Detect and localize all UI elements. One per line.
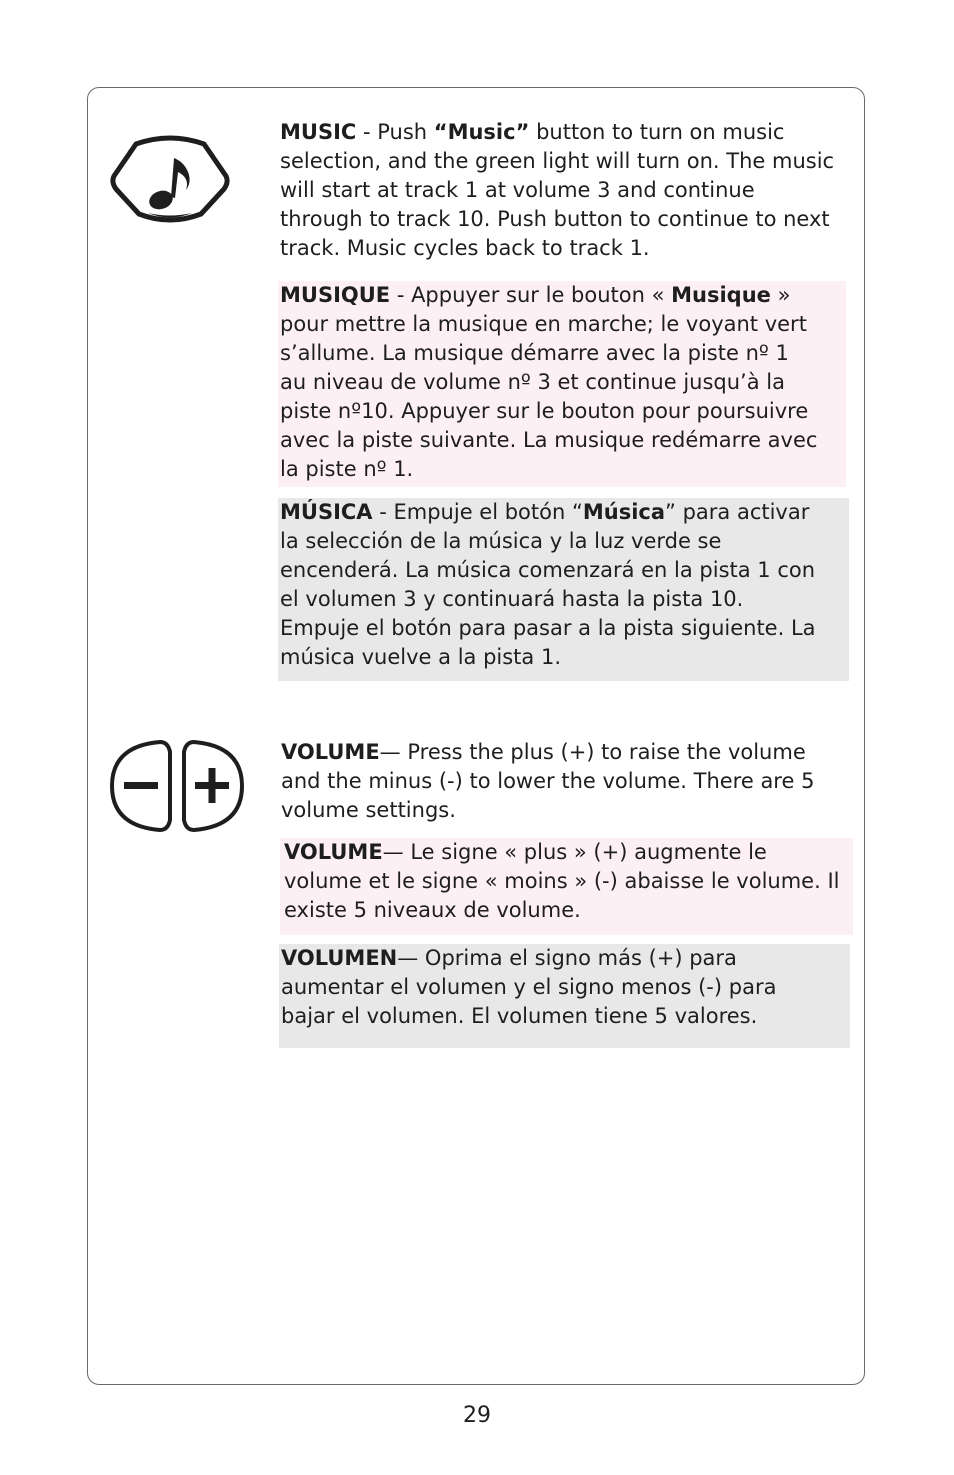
music-french-block: MUSIQUE - Appuyer sur le bouton « Musique » pour mettre la musique en marche; le voyant vert s’allume. La musique démarre avec la piste nº 1 au niveau de volume nº 3 et continue jusqu’à la piste nº10. Appuyer sur le bouton pour poursuivre avec la piste suivante. La musique redémarre avec la piste nº 1. <box>278 281 846 487</box>
volume-title-fr: VOLUME <box>284 840 383 864</box>
volume-english-block: VOLUME— Press the plus (+) to raise the volume and the minus (-) to lower the volume. There are 5 volume settings. <box>281 740 815 822</box>
music-title-fr: MUSIQUE <box>280 283 391 307</box>
volume-french-block: VOLUME— Le signe « plus » (+) augmente le volume et le signe « moins » (-) abaisse le volume. Il existe 5 niveaux de volume. <box>280 838 853 935</box>
music-english-block: MUSIC - Push “Music” button to turn on music selection, and the green light will turn on. The music will start at track 1 at volume 3 and continue through to track 10. Push button to continue to next track. Music cycles back to track 1. <box>280 120 835 260</box>
volume-spanish-block: VOLUMEN— Oprima el signo más (+) para aumentar el volumen y el signo menos (-) para bajar el volumen. El volumen tiene 5 valores. <box>279 944 850 1048</box>
page-number: 29 <box>463 1403 491 1428</box>
minus-icon <box>108 738 174 834</box>
volume-title-es: VOLUMEN <box>281 946 398 970</box>
music-title-en: MUSIC <box>280 120 357 144</box>
plus-icon <box>180 738 246 834</box>
music-spanish-block: MÚSICA - Empuje el botón “Música” para activar la selección de la música y la luz verde se encenderá. La música comenzará en la pista 1 con el volumen 3 y continuará hasta la pista 10. Empuje el botón para pasar a la pista siguiente. La música vuelve a la pista 1. <box>278 498 849 681</box>
music-title-es: MÚSICA <box>280 500 373 524</box>
volume-title-en: VOLUME <box>281 740 380 764</box>
music-note-icon <box>108 134 232 228</box>
